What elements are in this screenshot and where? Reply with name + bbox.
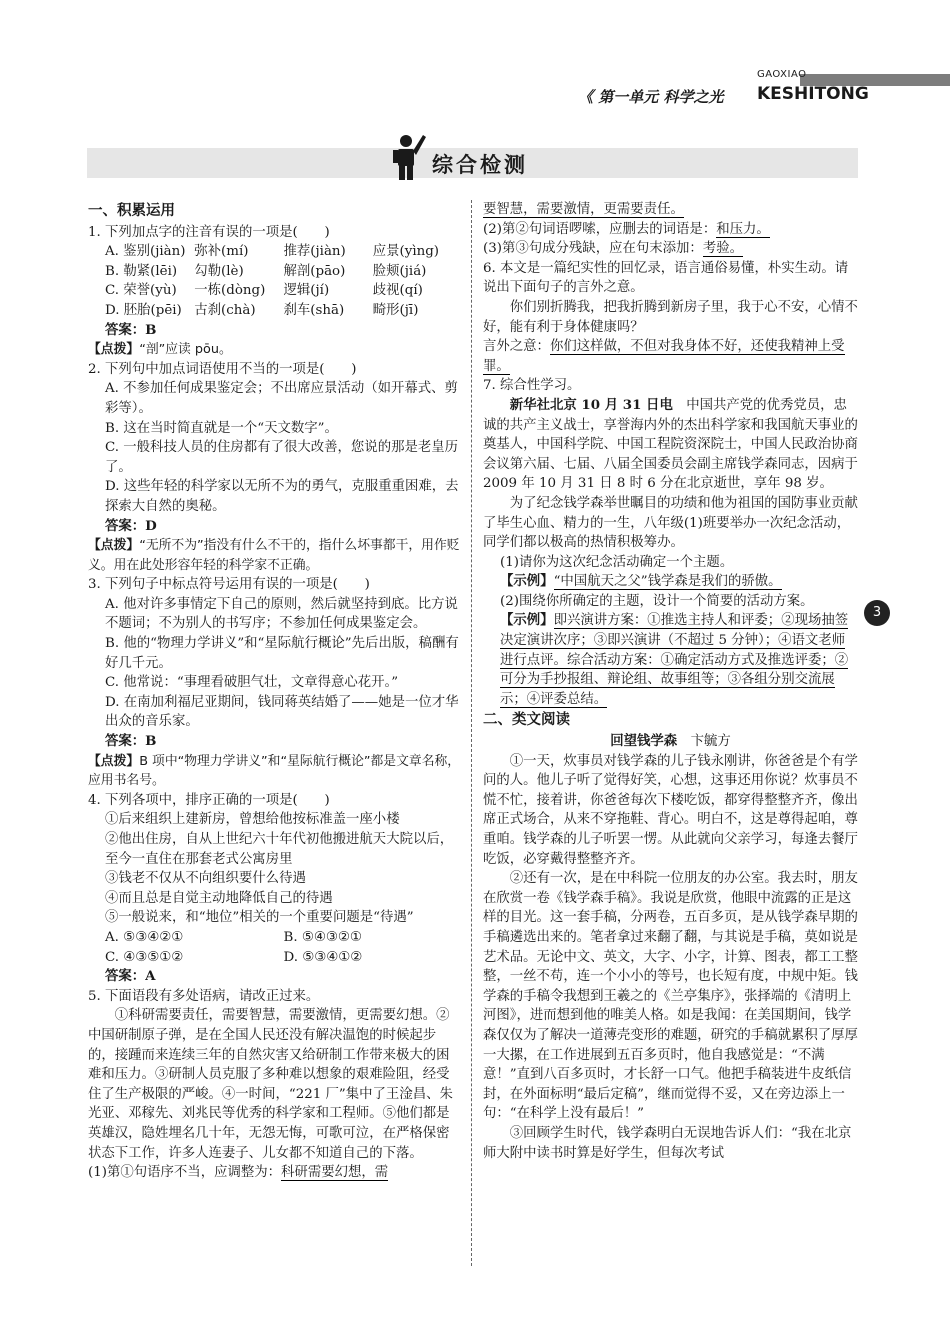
line-text: (1)第①句语序不当，应调整为： — [88, 1165, 282, 1181]
question-line — [88, 595, 462, 634]
line-text: B. 他的“物理力学讲义”和“星际航行概论”先后出版，稿酬有好几千元。 — [105, 636, 459, 671]
line-text: D. 在南加利福尼亚期间，钱同蒋英结婚了——她是一位才华出众的音乐家。 — [105, 694, 459, 730]
option-text: D. 胚胎(pēi) — [105, 302, 182, 318]
person-raising-hand-icon — [393, 132, 427, 182]
option-text: B. 勒紧(lēi) — [105, 263, 178, 279]
answer-line: 答案：B — [105, 321, 157, 338]
answer-continued — [483, 200, 858, 220]
right-column — [483, 200, 858, 1163]
tip-block — [88, 340, 462, 360]
option-row — [88, 262, 462, 282]
option-text: D. ⑤③④①② — [283, 949, 363, 965]
example-answer — [483, 611, 858, 709]
paragraph — [483, 752, 858, 870]
question-line — [88, 1163, 462, 1183]
option-row — [88, 281, 462, 301]
question-line — [88, 223, 462, 243]
option-text: 畸形(jī) — [372, 302, 419, 318]
paragraph — [483, 1124, 858, 1163]
line-text: ②他出住房，自从上世纪六十年代初他搬进航天大院以后，至今一直住在那套老式公寓房里 — [105, 832, 454, 867]
answer-text: 你们这样做，不但对我身体不好，还使我精神上受罪。 — [483, 339, 845, 374]
question-line — [88, 987, 462, 1007]
question-line — [88, 477, 462, 516]
line-text: ③钱老不仅从不向组织要什么待遇 — [105, 871, 306, 887]
question-line — [88, 438, 462, 477]
question-line — [88, 830, 462, 869]
brand-name: KESHITONG — [757, 84, 869, 104]
line-text: ①后来组织上建新房，曾想给他按标准盖一座小楼 — [105, 812, 400, 828]
article-name: 回望钱学森 — [610, 733, 678, 750]
answer-text: 考验。 — [702, 241, 743, 257]
tip-label: 【点拨】 — [88, 538, 140, 554]
option-text: A. 鉴别(jiàn) — [105, 244, 186, 260]
line-text: B. 这在当时简直就是一个“天文数字”。 — [105, 420, 338, 436]
left-column — [88, 200, 462, 1183]
line-text: ③回顾学生时代，钱学森明白无误地告诉人们：“我在北京师大附中读书时算是好学生，但每次考试 — [483, 1125, 852, 1161]
tip-block — [88, 536, 462, 575]
paragraph — [483, 494, 858, 553]
line-text: 言外之意： — [483, 339, 550, 355]
example-label: 【示例】 — [500, 612, 554, 629]
line-text: 1. 下列加点字的注音有误的一项是( ) — [88, 224, 330, 240]
question-line — [483, 553, 858, 573]
question-line — [88, 889, 462, 909]
question-line — [88, 908, 462, 928]
question-line — [88, 379, 462, 418]
option-text: C. 荣誉(yù) — [105, 283, 177, 299]
option-row — [88, 928, 462, 948]
line-text: 2. 下列句中加点词语使用不当的一项是( ) — [88, 361, 357, 377]
question-line — [88, 810, 462, 830]
option-text: C. ④③⑤①② — [105, 949, 184, 965]
option-text: B. ⑤④③②① — [283, 929, 362, 945]
option-row — [88, 242, 462, 262]
answer-line: 答案：B — [105, 733, 157, 750]
question-line — [483, 337, 858, 376]
line-text: C. 一般科技人员的住房都有了很大改善，您说的那是老皇历了。 — [105, 440, 459, 475]
line-text: (3)第③句成分残缺，应在句末添加： — [483, 241, 703, 257]
line-text: C. 他常说：“事理看破胆气壮，文章得意心花开。” — [105, 675, 399, 691]
line-text: 5. 下面语段有多处语病，请改正过来。 — [88, 988, 320, 1004]
tip-text: “无所不为”指没有什么不干的，指什么坏事都干，用作贬义。用在此处形容年轻的科学家不正确。 — [88, 538, 460, 573]
tip-label: 【点拨】 — [88, 753, 140, 769]
question-line — [88, 360, 462, 380]
line-text: 3. 下列句子中标点符号运用有误的一项是( ) — [88, 577, 370, 593]
answer-text: 和压力。 — [716, 221, 770, 237]
line-text: ①科研需要责任，需要智慧，需要激情，更需要幻想。②中国研制原子弹，是在全国人民还没有解决温饱的时候起步的，接踵而来连续三年的自然灾害又给研制工作带来极大的困难和压力。③研制人员克服了多种难以想象的艰难险阻，经受住了生产极限的严峻。④一时间，“221 厂”集中了王淦昌、朱光亚、邓稼先、刘兆民等优秀的科学家和工程师。⑤他们都是英雄汉，隐姓埋名几十年，无怨无悔，可歌可泣，在严格保密状态下工作，许多人连妻子、儿女都不知道自己的下落。 — [88, 1008, 453, 1161]
option-text: 刹车(shā) — [283, 302, 345, 318]
example-text: “中国航天之父”钱学森是我们的骄傲。 — [553, 574, 782, 590]
line-text: A. 不参加任何成果鉴定会；不出席应景活动（如开幕式、剪彩等）。 — [105, 381, 458, 416]
paragraph — [88, 1006, 462, 1163]
line-text: (2)第②句词语啰嗦，应删去的词语是： — [483, 221, 717, 237]
question-line — [483, 259, 858, 298]
tip-label: 【点拨】 — [88, 342, 140, 358]
line-text: ⑤一般说来，和“地位”相关的一个重要问题是“待遇” — [105, 910, 414, 926]
answer-line: 答案：A — [105, 968, 156, 985]
question-line — [88, 673, 462, 693]
option-text: 一栋(dòng) — [194, 283, 266, 299]
page-title: 综合检测 — [432, 153, 528, 177]
tip-text: “剖”应读 pōu。 — [139, 342, 232, 358]
option-text: 古刹(chà) — [194, 302, 256, 318]
option-text: 解剖(pāo) — [283, 263, 346, 279]
paragraph — [483, 298, 858, 337]
question-line — [88, 869, 462, 889]
option-text: 勾勒(lè) — [194, 263, 244, 279]
unit-title: 《 第一单元 科学之光 — [578, 88, 724, 106]
news-paragraph — [483, 396, 858, 494]
question-line — [88, 575, 462, 595]
answer-text: 科研需要幻想，需 — [281, 1165, 389, 1181]
tip-block — [88, 752, 462, 791]
example-label: 【示例】 — [500, 573, 554, 590]
question-line — [483, 220, 858, 240]
brand-small: GAOXIAO — [757, 69, 807, 80]
line-text: (1)请你为这次纪念活动确定一个主题。 — [500, 554, 734, 570]
answer-text: 要智慧，需要激情，更需要责任。 — [483, 202, 684, 217]
option-text: 推荐(jiàn) — [283, 244, 346, 260]
article-author: 卞毓方 — [677, 734, 731, 750]
line-text: 你们别折腾我，把我折腾到新房子里，我于心不安，心情不好，能有利于身体健康吗？ — [483, 299, 858, 335]
question-line — [88, 791, 462, 811]
news-text: 中国共产党的优秀党员，忠诚的共产主义战士，享誉海内外的杰出科学家和我国航天事业的奠基人，中国科学院、中国工程院资深院士，中国人民政治协商会议第六届、七届、八届全国委员会副主席钱学森同志，因病于 2009 年 10 月 31 日 8 时 6 分在北京逝世，享年 98 岁。 — [483, 397, 858, 492]
option-row — [88, 301, 462, 321]
line-text: ②还有一次，是在中科院一位朋友的办公室。我去时，朋友在欣赏一卷《钱学森手稿》。我说是欣赏，他眼中流露的正是这样的目光。这一套手稿，分两卷，五百多页，是从钱学森早期的手稿遴选出来的。笔者拿过来翻了翻，与其说是手稿，莫如说是艺术品。无论中文、英文，大字、小字，计算、图表，都工工整整，一丝不苟，连一个小小的等号，也长短有度，中规中矩。钱学森的手稿令我想到王羲之的《兰亭集序》，张择端的《清明上河图》，进而想到他的唯美人格。如是我闻：在美国期间，钱学森仅仅为了解决一道薄壳变形的难题，研究的手稿就累积了厚厚一大摞，在工作进展到五百多页时，他自我感觉是：“不满意！”直到八百多页时，才长舒一口气。他把手稿装进牛皮纸信封，在外面标明“最后定稿”，继而觉得不妥，又在旁边添上一句：“在科学上没有最后！” — [483, 871, 858, 1122]
option-text: 歧视(qí) — [372, 283, 423, 299]
line-text: 6. 本文是一篇纪实性的回忆录，语言通俗易懂，朴实生动。请说出下面句子的言外之意。 — [483, 260, 849, 296]
column-divider — [471, 200, 472, 1266]
question-line — [483, 592, 858, 612]
page-number: 3 — [864, 600, 890, 626]
article-title — [483, 732, 858, 752]
option-text: A. ⑤③④②① — [105, 929, 184, 945]
paragraph — [483, 869, 858, 1124]
option-text: 弥补(mí) — [194, 244, 249, 260]
question-line — [483, 239, 858, 259]
answer-line: 答案：D — [105, 517, 157, 534]
line-text: (2)围绕你所确定的主题，设计一个简要的活动方案。 — [500, 593, 814, 609]
question-line — [88, 634, 462, 673]
tip-text: B 项中“物理力学讲义”和“星际航行概论”都是文章名称，应用书名号。 — [88, 753, 461, 789]
option-text: 逻辑(jí) — [283, 283, 330, 299]
page-header — [0, 0, 950, 110]
option-text: 脸颊(jiá) — [372, 263, 427, 279]
question-line — [483, 376, 858, 396]
section-heading: 一、积累运用 — [88, 203, 175, 219]
question-line — [88, 693, 462, 732]
line-text: ①一天，炊事员对钱学森的儿子钱永刚讲，你爸爸是个有学问的人。他儿子听了觉得好笑，心想，这事还用你说？炊事员不慌不忙，接着讲，你爸爸每次下楼吃饭，都穿得整整齐齐，像出席正式场合，从来不穿拖鞋、背心。明白不，这是尊得起咱，尊重咱。钱学森的儿子听罢一愣。从此就向父亲学习，每逢去餐厅吃饭，必穿戴得整整齐齐。 — [483, 753, 858, 867]
line-text: 4. 下列各项中，排序正确的一项是( ) — [88, 792, 330, 808]
line-text: ④而且总是自觉主动地降低自己的待遇 — [105, 890, 333, 906]
line-text: A. 他对许多事情定下自己的原则，然后就坚持到底。比方说不题词；不为别人的书写序；不参加任何成果鉴定会。 — [105, 596, 458, 632]
line-text: 7. 综合性学习。 — [483, 378, 581, 394]
option-text: 应景(yìng) — [372, 244, 440, 260]
line-text: 为了纪念钱学森举世瞩目的功绩和他为祖国的国防事业贡献了毕生心血、精力的一生，八年级(1)班要举办一次纪念活动，同学们都以极高的热情积极筹办。 — [483, 495, 858, 551]
example-text: 即兴演讲方案：①推选主持人和评委；②现场抽签决定演讲次序；③即兴演讲（不超过 5 分钟）；④语文老师进行点评。综合活动方案：①确定活动方式及推选评委；②可分为手抄报组、辩论组、故事组等；③各组分别交流展示；④评委总结。 — [500, 613, 849, 707]
example-answer — [483, 572, 858, 592]
option-row — [88, 948, 462, 968]
question-line — [88, 419, 462, 439]
section-heading: 二、类文阅读 — [483, 712, 570, 729]
news-dateline: 新华社北京 10 月 31 日电 — [509, 396, 673, 413]
line-text: D. 这些年轻的科学家以无所不为的勇气，克服重重困难，去探索大自然的奥秘。 — [105, 479, 459, 514]
